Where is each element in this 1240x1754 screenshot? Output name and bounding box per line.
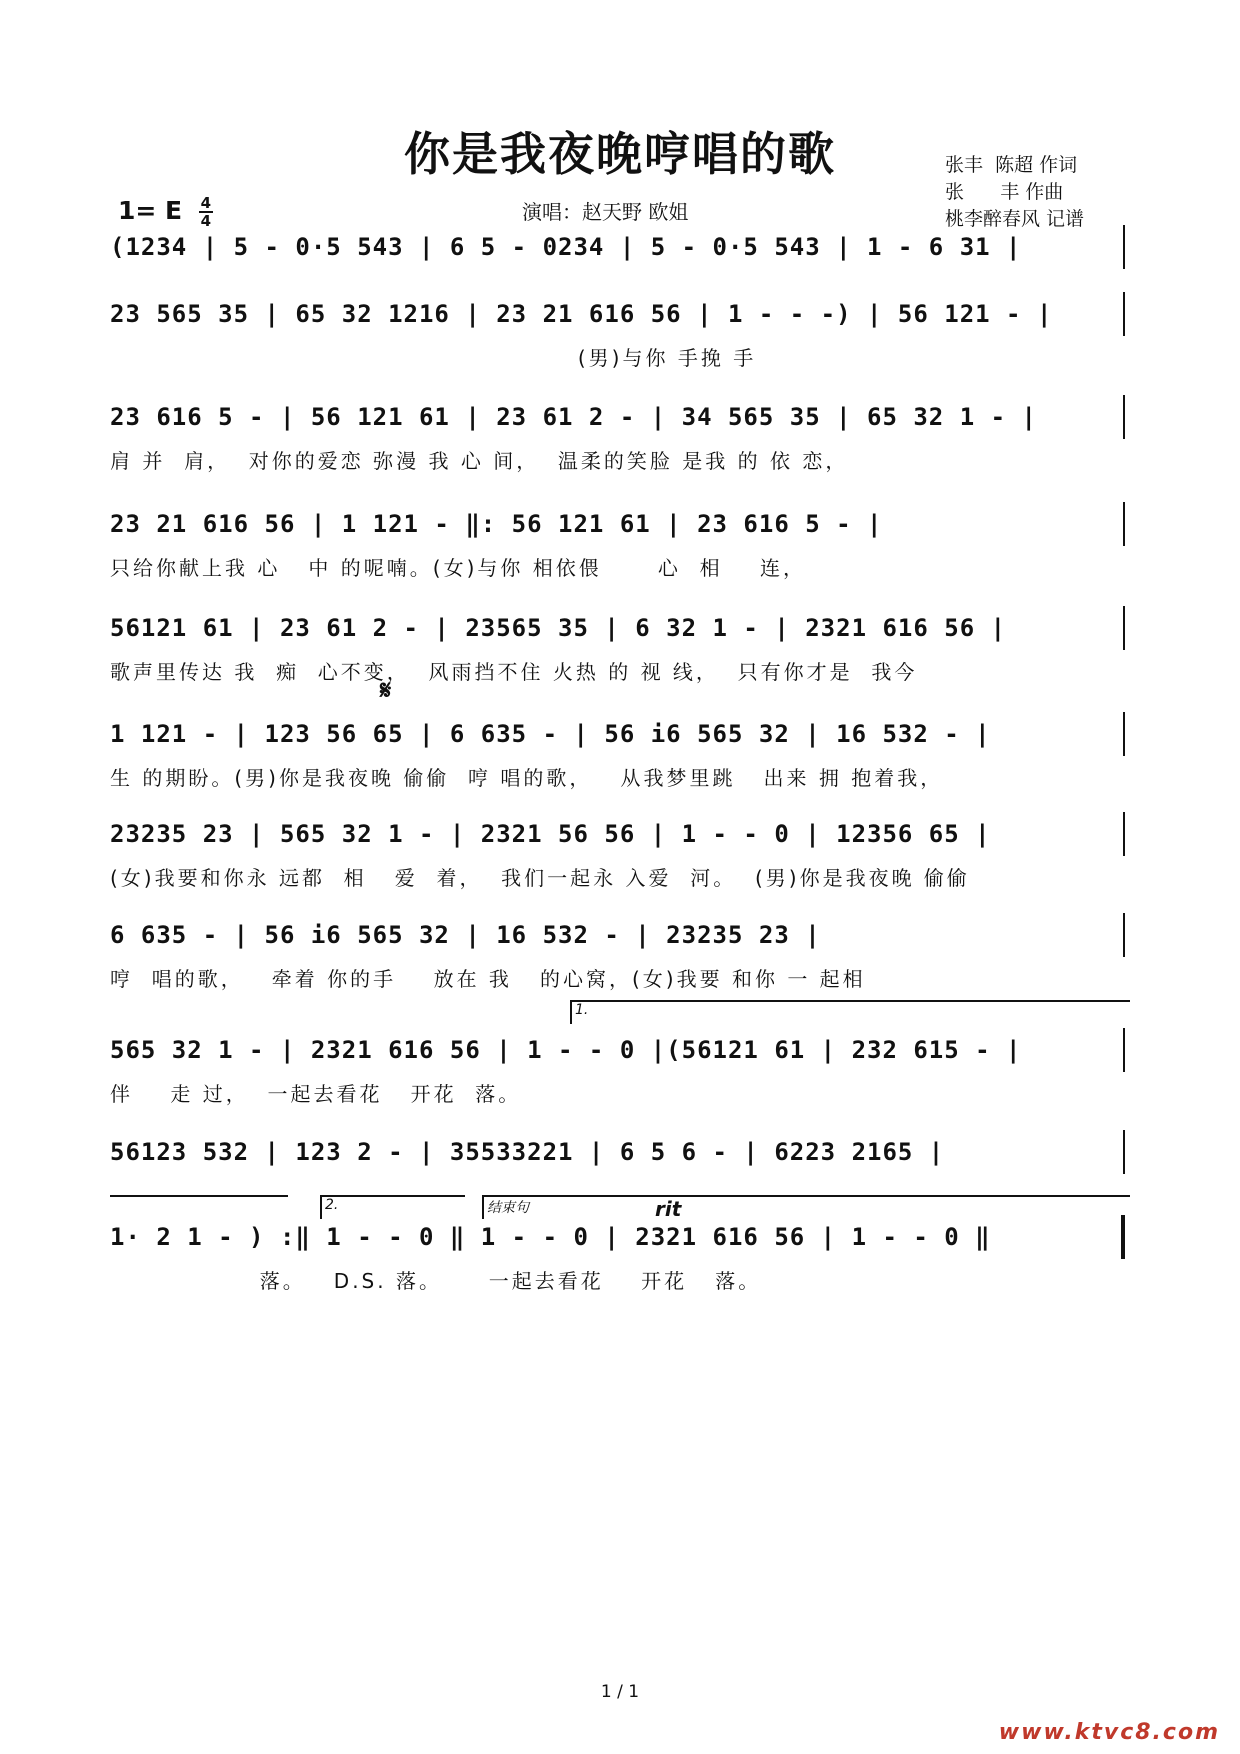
- time-sig-bottom: 4: [200, 212, 212, 230]
- lyrics-line: (女)我要和你永 远都 相 爱 着， 我们一起永 入爱 河。 (男)你是我夜晚 偷偷: [110, 866, 970, 890]
- watermark: www.ktvc8.com: [998, 1720, 1220, 1745]
- song-title: 你是我夜晚哼唱的歌: [404, 127, 836, 181]
- key-signature: [118, 196, 213, 228]
- barline: [1123, 1028, 1125, 1072]
- credit-lyricist: 张丰 陈超 作词: [945, 154, 1078, 176]
- page-number: 1 / 1: [600, 1682, 640, 1702]
- volta-first-ending: 1.: [570, 1000, 1130, 1024]
- lyrics-line: 落。 D.S. 落。 一起去看花 开花 落。: [110, 1269, 762, 1293]
- barline: [1123, 502, 1125, 546]
- lyrics-line: 肩 并 肩， 对你的爱恋 弥漫 我 心 间， 温柔的笑脸 是我 的 依 恋，: [110, 449, 849, 473]
- performer: 演唱：赵天野 欧姐: [522, 200, 689, 224]
- volta-second-ending: 2.: [320, 1195, 465, 1219]
- time-sig-top: 4: [200, 194, 212, 212]
- volta-coda: 结束句: [482, 1195, 1130, 1219]
- lyrics-line: 伴 走 过， 一起去看花 开花 落。: [110, 1082, 522, 1106]
- lyrics-line: 生 的期盼。(男)你是我夜晚 偷偷 哼 唱的歌， 从我梦里跳 出来 拥 抱着我，: [110, 766, 944, 790]
- segno-sign: 𝄋: [380, 676, 392, 706]
- barline: [1123, 1130, 1125, 1174]
- barline: [1123, 712, 1125, 756]
- notes-line: 56123 532 | 123 2 - | 35533221 | 6 5 6 - | 6223 2165 |: [110, 1138, 945, 1166]
- lyrics-line: 只给你献上我 心 中 的呢喃。(女)与你 相依偎 心 相 连，: [110, 556, 807, 580]
- barline: [1123, 292, 1125, 336]
- barline: [1123, 812, 1125, 856]
- lyrics-line: (男)与你 手挽 手: [110, 346, 757, 370]
- notes-line: 23 21 616 56 | 1 121 - ‖: 56 121 61 | 23 616 5 - |: [110, 510, 883, 538]
- notes-line: 23 616 5 - | 56 121 61 | 23 61 2 - | 34 565 35 | 65 32 1 - |: [110, 403, 1037, 431]
- lyrics-line: 哼 唱的歌， 牵着 你的手 放在 我 的心窝，(女)我要 和你 一 起相: [110, 967, 866, 991]
- credits: [945, 152, 1084, 233]
- notes-line: 565 32 1 - | 2321 616 56 | 1 - - 0 |(56121 61 | 232 615 - |: [110, 1036, 1022, 1064]
- notes-line: 1· 2 1 - ) :‖ 1 - - 0 ‖ 1 - - 0 | 2321 616 56 | 1 - - 0 ‖: [110, 1223, 991, 1251]
- notes-line: (1234 | 5 - 0·5 543 | 6 5 - 0234 | 5 - 0·5 543 | 1 - 6 31 |: [110, 233, 1022, 261]
- barline: [1123, 913, 1125, 957]
- lyrics-line: 歌声里传达 我 痴 心不变， 风雨挡不住 火热 的 视 线， 只有你才是 我今: [110, 660, 918, 684]
- ritardando-mark: rit: [655, 1197, 682, 1221]
- final-barline: [1121, 1215, 1125, 1259]
- notes-line: 6 635 - | 56 i6 565 32 | 16 532 - | 23235 23 |: [110, 921, 821, 949]
- time-signature: [199, 196, 213, 228]
- credit-transcriber: 桃李醉春风 记谱: [945, 208, 1085, 230]
- key-label: 1= E: [118, 196, 183, 225]
- notes-line: 1 121 - | 123 56 65 | 6 635 - | 56 i6 565 32 | 16 532 - |: [110, 720, 991, 748]
- credit-composer: 张 丰 作曲: [945, 181, 1064, 203]
- barline: [1123, 606, 1125, 650]
- notes-line: 23 565 35 | 65 32 1216 | 23 21 616 56 | 1 - - -) | 56 121 - |: [110, 300, 1053, 328]
- notes-line: 23235 23 | 565 32 1 - | 2321 56 56 | 1 - - 0 | 12356 65 |: [110, 820, 991, 848]
- barline: [1123, 225, 1125, 269]
- barline: [1123, 395, 1125, 439]
- notes-line: 56121 61 | 23 61 2 - | 23565 35 | 6 32 1 - | 2321 616 56 |: [110, 614, 1007, 642]
